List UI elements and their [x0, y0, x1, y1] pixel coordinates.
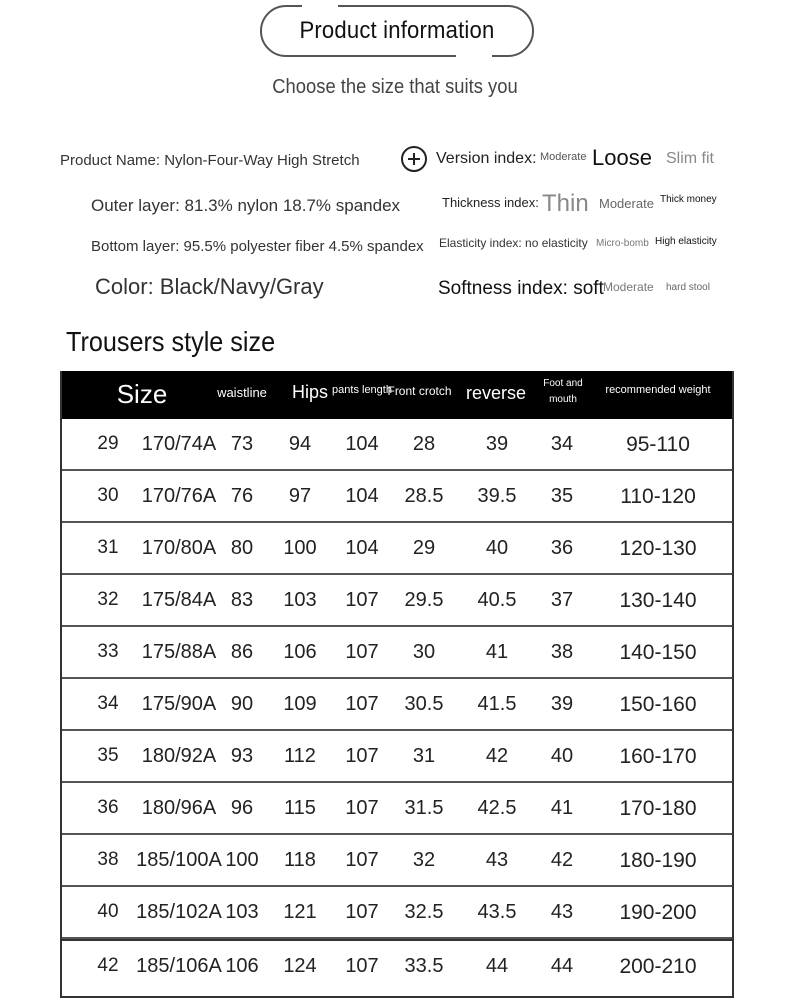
table-row — [62, 419, 732, 471]
table-cell: 30.5 — [404, 693, 444, 715]
table-cell: 33.5 — [404, 955, 444, 977]
table-cell: 96 — [230, 797, 254, 819]
table-cell: 40 — [97, 901, 119, 922]
table-cell: 30 — [97, 485, 119, 506]
table-cell: 180/92A — [141, 745, 217, 767]
table-cell: 130-140 — [619, 589, 697, 612]
table-cell: 39 — [550, 693, 574, 715]
title-pill — [260, 5, 534, 57]
version-option: Moderate — [540, 151, 587, 163]
table-cell: 93 — [230, 745, 254, 767]
table-cell: 37 — [550, 589, 574, 611]
table-cell: 185/100A — [136, 849, 222, 871]
table-cell: 43 — [550, 901, 574, 923]
table-cell: 94 — [288, 433, 312, 455]
product-color: Color: Black/Navy/Gray — [95, 274, 324, 299]
table-cell: 107 — [345, 589, 379, 611]
table-cell: 43.5 — [477, 901, 517, 923]
elasticity-option: High elasticity — [655, 236, 717, 247]
table-cell: 175/84A — [141, 589, 217, 611]
softness-option: hard stool — [666, 282, 710, 293]
table-cell: 121 — [283, 901, 317, 923]
table-row — [62, 471, 732, 523]
plus-circle-icon — [401, 146, 427, 172]
thickness-option: Thin — [542, 190, 589, 217]
table-cell: 44 — [485, 955, 509, 977]
table-cell: 180/96A — [141, 797, 217, 819]
table-cell: 86 — [230, 641, 254, 663]
header-waistline: waistline — [217, 385, 267, 400]
version-option: Slim fit — [666, 150, 714, 167]
table-cell: 40 — [485, 537, 509, 559]
table-cell: 103 — [225, 901, 259, 923]
table-cell: 140-150 — [619, 641, 697, 664]
table-cell: 38 — [550, 641, 574, 663]
table-cell: 38 — [97, 849, 119, 870]
table-cell: 107 — [345, 641, 379, 663]
table-cell: 44 — [550, 955, 574, 977]
table-cell: 34 — [97, 693, 119, 714]
elasticity-index-label: Elasticity index: no elasticity — [439, 236, 588, 250]
header-pants-length: pants length — [332, 384, 392, 396]
table-row — [62, 835, 732, 887]
table-cell: 76 — [230, 485, 254, 507]
bottom-layer: Bottom layer: 95.5% polyester fiber 4.5% spandex — [91, 238, 424, 255]
table-cell: 107 — [345, 693, 379, 715]
table-cell: 170-180 — [619, 797, 697, 820]
size-table — [60, 371, 734, 998]
table-cell: 190-200 — [619, 901, 697, 924]
table-cell: 160-170 — [619, 745, 697, 768]
page-title: Product information — [299, 17, 495, 44]
table-cell: 175/88A — [141, 641, 217, 663]
table-cell: 32.5 — [404, 901, 444, 923]
table-row — [62, 783, 732, 835]
product-name: Product Name: Nylon-Four-Way High Stretch — [60, 152, 360, 169]
outer-layer: Outer layer: 81.3% nylon 18.7% spandex — [91, 196, 401, 215]
table-cell: 103 — [283, 589, 317, 611]
header-reverse: reverse — [465, 383, 527, 403]
table-cell: 73 — [230, 433, 254, 455]
table-cell: 95-110 — [626, 433, 690, 456]
table-cell: 40.5 — [477, 589, 517, 611]
table-cell: 170/76A — [141, 485, 217, 507]
table-row — [62, 575, 732, 627]
table-cell: 34 — [550, 433, 574, 455]
table-cell: 31.5 — [404, 797, 444, 819]
table-cell: 32 — [97, 589, 119, 610]
table-cell: 42 — [97, 955, 119, 976]
table-cell: 28 — [412, 433, 436, 455]
thickness-index-label: Thickness index: — [442, 195, 539, 210]
table-cell: 118 — [284, 849, 316, 871]
table-header — [62, 371, 732, 419]
table-cell: 150-160 — [619, 693, 697, 716]
softness-option: Moderate — [603, 280, 654, 294]
table-row — [62, 627, 732, 679]
table-cell: 115 — [284, 797, 316, 819]
table-cell: 104 — [345, 485, 379, 507]
table-cell: 29 — [412, 537, 436, 559]
table-cell: 31 — [412, 745, 436, 767]
table-row — [62, 679, 732, 731]
table-cell: 29 — [97, 433, 119, 454]
table-cell: 90 — [230, 693, 254, 715]
table-cell: 41 — [550, 797, 574, 819]
table-cell: 43 — [485, 849, 509, 871]
table-cell: 104 — [345, 433, 379, 455]
thickness-option: Thick money — [660, 194, 717, 205]
table-cell: 120-130 — [619, 537, 697, 560]
table-cell: 80 — [230, 537, 254, 559]
table-cell: 30 — [412, 641, 436, 663]
table-row — [62, 523, 732, 575]
table-cell: 100 — [283, 537, 317, 559]
table-cell: 185/102A — [136, 901, 222, 923]
header-foot-mouth: Foot and mouth — [543, 378, 583, 405]
table-row — [62, 731, 732, 783]
table-cell: 29.5 — [404, 589, 444, 611]
version-index-label: Version index: — [436, 150, 537, 167]
table-cell: 39.5 — [477, 485, 517, 507]
table-cell: 42.5 — [477, 797, 517, 819]
table-row — [62, 887, 732, 939]
table-cell: 106 — [283, 641, 317, 663]
header-recommended-weight: recommended weight — [605, 384, 711, 396]
size-table-title: Trousers style size — [66, 326, 276, 357]
table-cell: 124 — [283, 955, 317, 977]
table-cell: 107 — [345, 955, 379, 977]
thickness-option: Moderate — [599, 196, 654, 211]
table-cell: 97 — [288, 485, 312, 507]
table-cell: 40 — [550, 745, 574, 767]
table-cell: 175/90A — [141, 693, 217, 715]
table-cell: 109 — [283, 693, 317, 715]
table-cell: 39 — [485, 433, 509, 455]
table-cell: 42 — [550, 849, 574, 871]
header-size: Size — [116, 379, 168, 409]
table-cell: 170/80A — [141, 537, 217, 559]
header-hips: Hips — [291, 382, 328, 402]
table-cell: 32 — [412, 849, 436, 871]
table-cell: 36 — [550, 537, 574, 559]
table-cell: 110-120 — [620, 485, 696, 508]
table-cell: 107 — [345, 797, 379, 819]
table-row — [62, 939, 732, 995]
softness-index-label: Softness index: soft — [438, 278, 604, 299]
page-subtitle: Choose the size that suits you — [272, 76, 518, 98]
header-front-crotch: Front crotch — [387, 384, 452, 398]
table-cell: 41.5 — [477, 693, 517, 715]
table-cell: 100 — [225, 849, 259, 871]
table-cell: 200-210 — [619, 955, 697, 978]
table-cell: 41 — [485, 641, 509, 663]
table-cell: 35 — [97, 745, 119, 766]
table-cell: 31 — [97, 537, 119, 558]
table-body — [62, 419, 732, 995]
table-cell: 106 — [225, 955, 259, 977]
table-cell: 33 — [97, 641, 119, 662]
table-cell: 107 — [345, 745, 379, 767]
table-cell: 42 — [485, 745, 509, 767]
table-cell: 35 — [550, 485, 574, 507]
version-option: Loose — [592, 145, 652, 170]
table-cell: 185/106A — [136, 955, 222, 977]
table-cell: 104 — [345, 537, 379, 559]
table-cell: 180-190 — [619, 849, 697, 872]
table-cell: 112 — [284, 745, 316, 767]
table-cell: 107 — [345, 901, 379, 923]
elasticity-option: Micro-bomb — [596, 238, 649, 249]
table-cell: 83 — [230, 589, 254, 611]
table-cell: 28.5 — [404, 485, 444, 507]
table-cell: 107 — [345, 849, 379, 871]
table-cell: 36 — [97, 797, 119, 818]
table-cell: 170/74A — [141, 433, 217, 455]
